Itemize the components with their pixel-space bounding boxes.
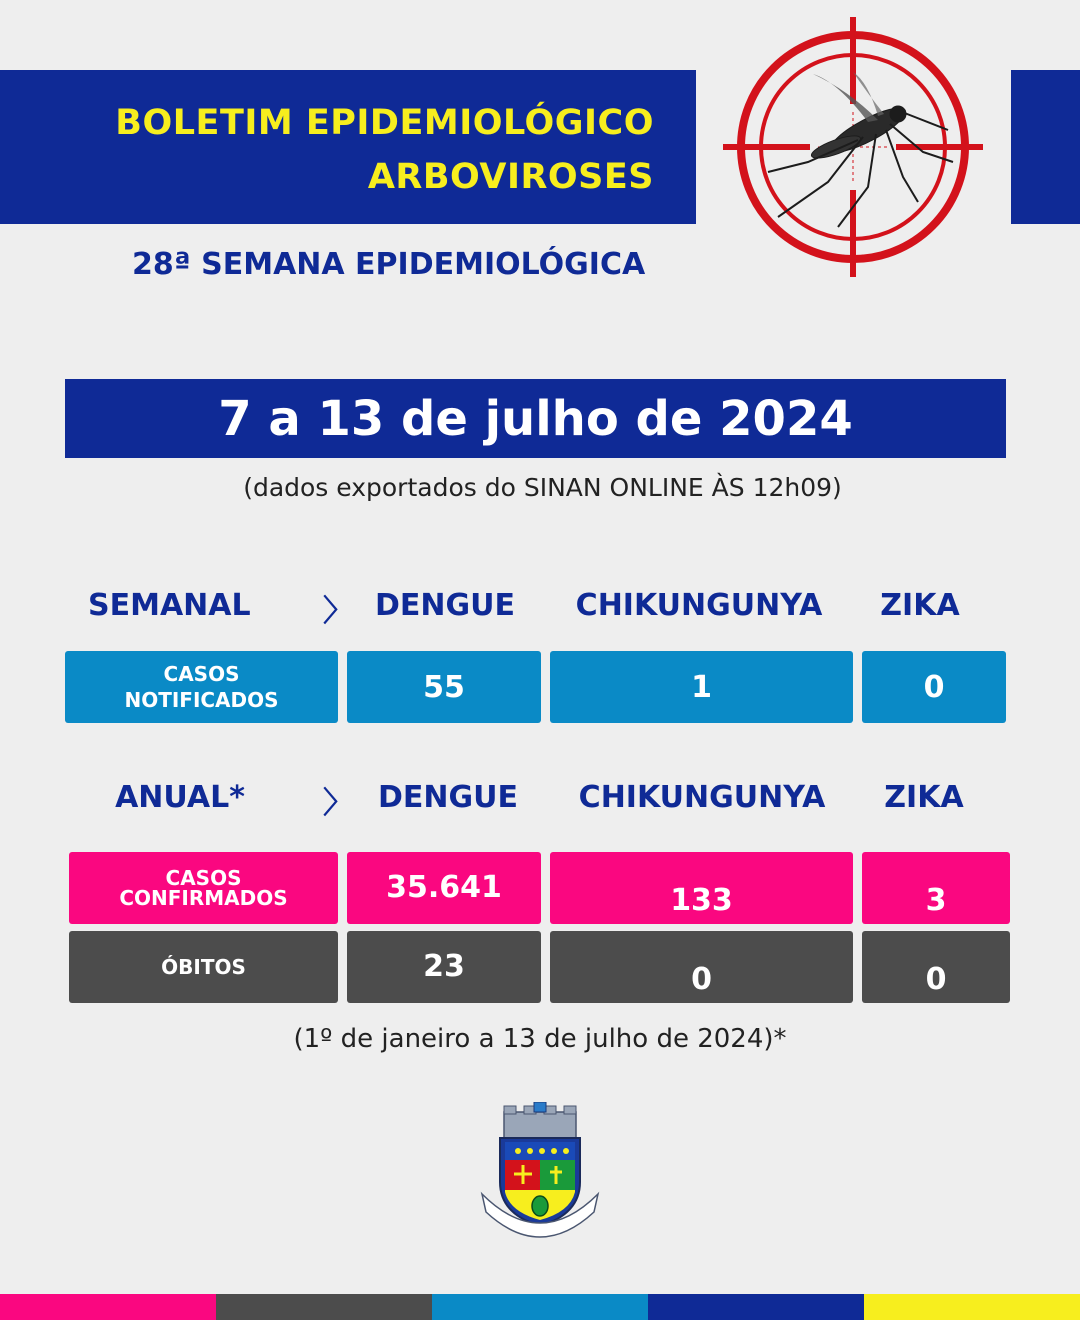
weekly-dengue-value: 55 (347, 651, 541, 723)
confirmed-zika-value: 3 (862, 852, 1010, 924)
weekly-col-dengue: DENGUE (375, 588, 515, 623)
annual-col-zika: ZIKA (884, 780, 964, 815)
confirmed-dengue-value: 35.641 (347, 852, 541, 924)
deaths-row-label: ÓBITOS (69, 931, 338, 1003)
weekly-chevron-icon: 〉 (323, 594, 353, 629)
title-line-1: BOLETIM EPIDEMIOLÓGICO (115, 103, 654, 143)
confirmed-chikungunya-value: 133 (550, 852, 853, 924)
deaths-zika-value: 0 (862, 931, 1010, 1003)
header-right-tab (1011, 70, 1080, 224)
weekly-row-label: CASOS NOTIFICADOS (65, 651, 338, 723)
date-range-banner: 7 a 13 de julho de 2024 (65, 379, 1006, 458)
annual-section-label: ANUAL* (115, 780, 245, 815)
weekly-section-label: SEMANAL (88, 588, 251, 623)
weekly-col-chikungunya: CHIKUNGUNYA (575, 588, 823, 623)
footer-stripe-gray (216, 1294, 432, 1320)
deaths-dengue-value: 23 (347, 931, 541, 1003)
title-line-2: ARBOVIROSES (367, 157, 654, 197)
annual-period-note: (1º de janeiro a 13 de julho de 2024)* (293, 1024, 787, 1054)
footer-stripe-pink (0, 1294, 216, 1320)
weekly-zika-value: 0 (862, 651, 1006, 723)
footer-stripe-navy (648, 1294, 864, 1320)
epidemiological-week: 28ª SEMANA EPIDEMIOLÓGICA (132, 247, 646, 282)
annual-col-dengue: DENGUE (378, 780, 518, 815)
header-banner (0, 70, 696, 224)
mosquito-target-icon (718, 12, 988, 282)
annual-col-chikungunya: CHIKUNGUNYA (578, 780, 826, 815)
footer-stripe-yellow (864, 1294, 1080, 1320)
deaths-chikungunya-value: 0 (550, 931, 853, 1003)
export-note: (dados exportados do SINAN ONLINE ÀS 12h09) (243, 473, 842, 502)
annual-chevron-icon: 〉 (323, 786, 353, 821)
confirmed-row-label: CASOS CONFIRMADOS (69, 852, 338, 924)
footer-stripe-blue (432, 1294, 648, 1320)
weekly-chikungunya-value: 1 (550, 651, 853, 723)
weekly-col-zika: ZIKA (880, 588, 960, 623)
city-crest-icon (478, 1102, 602, 1242)
